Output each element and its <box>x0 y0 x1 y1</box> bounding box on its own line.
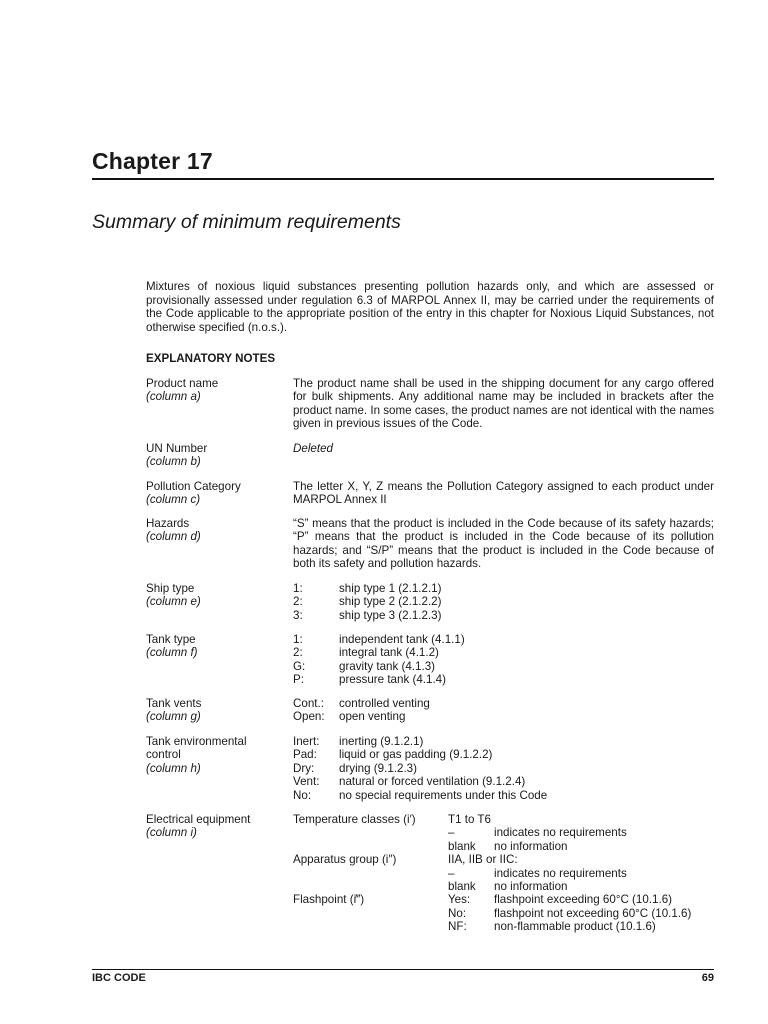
row-value: ship type 2 (2.1.2.2) <box>339 595 442 609</box>
term-label: Tank type <box>146 633 196 646</box>
entry-definition <box>293 697 714 724</box>
definition-row <box>293 920 714 933</box>
row-key: IIA, IIB or IIC: <box>448 853 518 867</box>
row-key: – <box>448 826 455 840</box>
row-key: Open: <box>293 710 325 724</box>
row-key: 3: <box>293 608 303 622</box>
row-label: Temperature classes (i′) <box>293 813 416 826</box>
row-key: Cont.: <box>293 697 324 710</box>
definition-row <box>293 748 714 761</box>
entry-term <box>146 480 291 507</box>
row-key: Dry: <box>293 761 315 775</box>
term-column: (column f) <box>146 646 198 660</box>
definition-row <box>293 595 714 608</box>
row-key: blank <box>448 880 476 894</box>
term-label: Ship type <box>146 582 195 595</box>
definition-row <box>293 789 714 802</box>
row-key: Yes: <box>448 893 471 907</box>
entry-definition <box>293 582 714 622</box>
definition-row <box>293 633 714 646</box>
row-key: G: <box>293 659 306 673</box>
row-value: flashpoint not exceeding 60°C (10.1.6) <box>494 906 692 920</box>
definition-row <box>293 673 714 686</box>
entry-definition <box>293 735 714 802</box>
row-value: no information <box>494 880 568 894</box>
definition-row <box>293 813 714 826</box>
row-value: integral tank (4.1.2) <box>339 646 439 660</box>
row-key: T1 to T6 <box>448 813 491 826</box>
row-value: no special requirements under this Code <box>339 788 548 802</box>
row-value: controlled venting <box>339 697 430 710</box>
chapter-divider <box>92 178 714 180</box>
term-column: (column b) <box>146 455 201 469</box>
definition-row <box>293 697 714 710</box>
row-label: Apparatus group (i″) <box>293 853 397 867</box>
entry-term <box>146 633 291 660</box>
term-label: Product name <box>146 377 219 390</box>
row-value: ship type 3 (2.1.2.3) <box>339 608 442 622</box>
row-key: 1: <box>293 633 303 646</box>
definition-row <box>293 840 714 853</box>
row-value: drying (9.1.2.3) <box>339 761 417 775</box>
row-value: indicates no requirements <box>494 826 627 840</box>
row-value: open venting <box>339 710 406 724</box>
entry-term <box>146 517 291 544</box>
notes-heading: EXPLANATORY NOTES <box>146 352 276 365</box>
row-key: Inert: <box>293 735 320 748</box>
entry-definition: The product name shall be used in the shipping document for any cargo offered for bulk shipments. Any additional name may be included in brackets after the product name. In some cases, the product names are not identical with the names given in previous issues of the Code. <box>293 377 714 431</box>
term-label: Hazards <box>146 517 190 530</box>
definition-row <box>293 660 714 673</box>
term-column: (column d) <box>146 530 201 544</box>
row-key: – <box>448 866 455 880</box>
row-value: flashpoint exceeding 60°C (10.1.6) <box>494 893 673 907</box>
row-value: independent tank (4.1.1) <box>339 633 465 646</box>
page-number: 69 <box>701 972 714 984</box>
intro-paragraph: Mixtures of noxious liquid substances presenting pollution hazards only, and which are assessed or provisionally assessed under regulation 6.3 of MARPOL Annex II, may be carried under the requirements of the Code applicable to the appropriate position of the entry in this chapter for Noxious Liquid Substances, not otherwise specified (n.o.s.). <box>146 280 714 334</box>
row-key: NF: <box>448 920 467 934</box>
definition-row <box>293 735 714 748</box>
term-column: (column e) <box>146 595 201 609</box>
definition-row <box>293 710 714 723</box>
definition-row <box>293 762 714 775</box>
row-value: inerting (9.1.2.1) <box>339 735 424 748</box>
term-column: (column h) <box>146 761 201 775</box>
definition-row <box>293 867 714 880</box>
entry-definition: The letter X, Y, Z means the Pollution Category assigned to each product under MARPOL Annex II <box>293 480 714 507</box>
term-column: (column g) <box>146 710 201 724</box>
entry-definition: “S” means that the product is included in the Code because of its safety hazards; “P” means that the product is included in the Code because of its pollution hazards; and “S/P” means that the product is included in the Code because of both its safety and pollution hazards. <box>293 517 714 571</box>
row-key: Vent: <box>293 775 320 789</box>
chapter-title: Chapter 17 <box>92 148 213 174</box>
term-column: (column i) <box>146 826 197 840</box>
row-key: 1: <box>293 582 303 595</box>
row-key: blank <box>448 839 476 853</box>
row-value: gravity tank (4.1.3) <box>339 659 436 673</box>
definition-row <box>293 826 714 839</box>
definition-row <box>293 775 714 788</box>
term-column: (column c) <box>146 493 201 507</box>
row-value: ship type 1 (2.1.2.1) <box>339 582 442 595</box>
entry-term <box>146 582 291 609</box>
entry-term <box>146 442 291 469</box>
definition-row <box>293 582 714 595</box>
definition-row <box>293 646 714 659</box>
row-value: no information <box>494 839 568 853</box>
definition-row <box>293 907 714 920</box>
row-key: 2: <box>293 646 303 660</box>
definition-row <box>293 893 714 906</box>
definition-row <box>293 853 714 866</box>
term-label: Tank vents <box>146 697 202 710</box>
row-key: P: <box>293 673 304 687</box>
row-value: indicates no requirements <box>494 866 627 880</box>
definition-row <box>293 880 714 893</box>
row-label: Flashpoint (i‴) <box>293 893 365 907</box>
footer-divider <box>92 969 714 970</box>
row-key: Pad: <box>293 748 317 762</box>
entry-definition: Deleted <box>293 442 333 455</box>
row-key: 2: <box>293 595 303 609</box>
term-label: UN Number <box>146 442 208 455</box>
entry-term <box>146 813 291 840</box>
row-key: No: <box>293 788 312 802</box>
entry-definition <box>293 813 714 934</box>
row-key: No: <box>448 906 467 920</box>
footer-code-name: IBC CODE <box>92 972 146 984</box>
entry-term <box>146 735 291 775</box>
term-label: Pollution Category <box>146 480 241 493</box>
row-value: non-flammable product (10.1.6) <box>494 920 656 934</box>
chapter-subtitle: Summary of minimum requirements <box>92 211 401 233</box>
row-value: pressure tank (4.1.4) <box>339 673 446 687</box>
term-label: Electrical equipment <box>146 813 251 826</box>
entry-term <box>146 697 291 724</box>
entry-definition <box>293 633 714 687</box>
definition-row <box>293 609 714 622</box>
term-label: Tank environmental <box>146 735 247 748</box>
entry-term <box>146 377 291 404</box>
term-label-continued: control <box>146 748 181 762</box>
row-value: liquid or gas padding (9.1.2.2) <box>339 748 493 762</box>
row-value: natural or forced ventilation (9.1.2.4) <box>339 775 526 789</box>
term-column: (column a) <box>146 390 201 404</box>
